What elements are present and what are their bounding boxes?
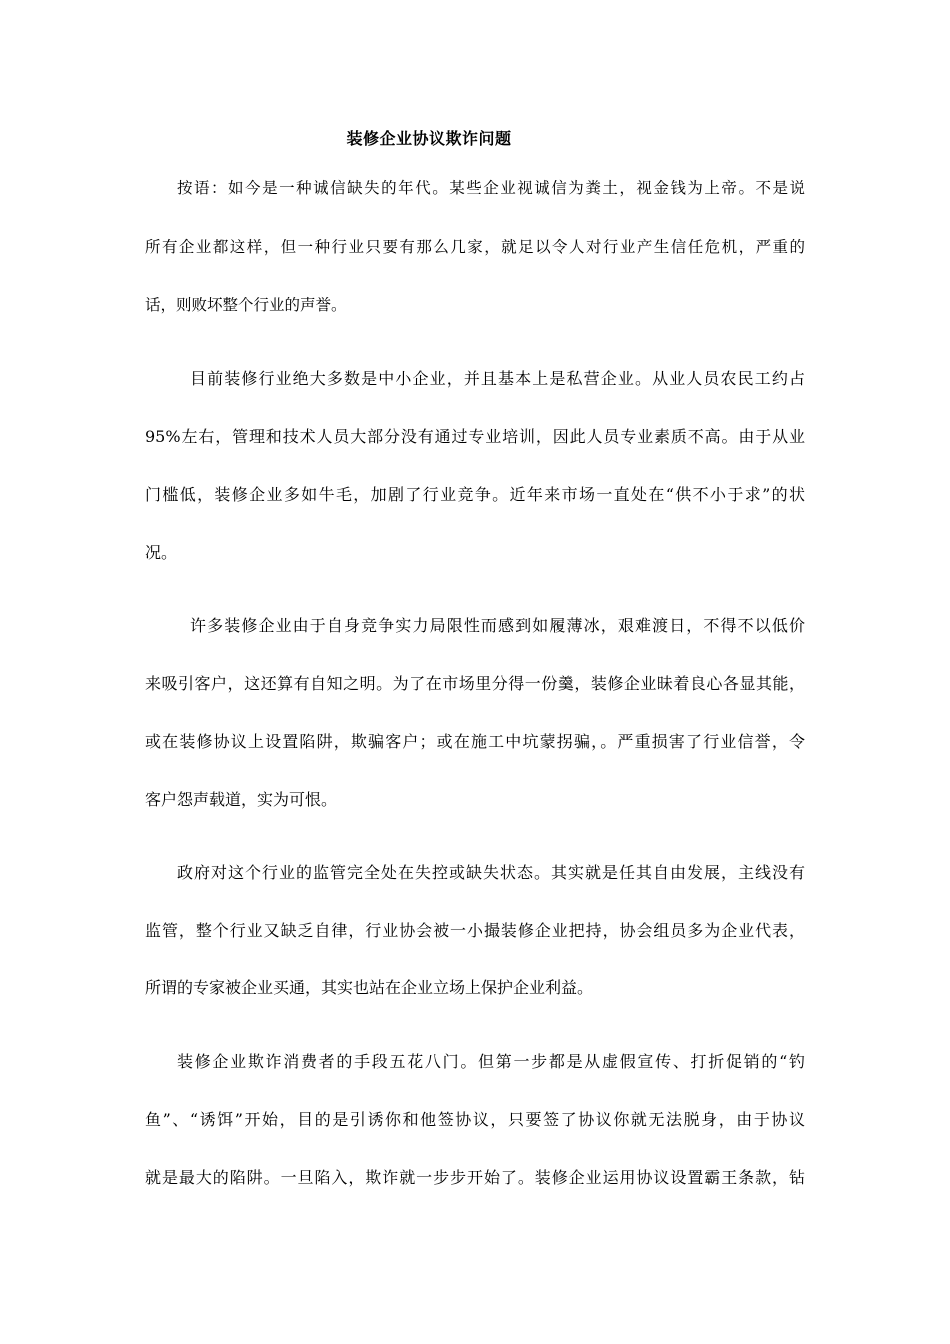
paragraph-1-line-3: 话，则败坏整个行业的声誉。	[145, 296, 347, 314]
paragraph-3-line-4: 客户怨声载道，实为可恨。	[145, 790, 338, 809]
paragraph-4-line-2: 监管，整个行业又缺乏自律，行业协会被一小撮装修企业把持，协会组员多为企业代表，	[145, 921, 805, 940]
paragraph-1-line-2: 所有企业都这样，但一种行业只要有那么几家，就足以令人对行业产生信任危机，严重的	[145, 238, 805, 256]
paragraph-3-line-1: 许多装修企业由于自身竞争实力局限性而感到如履薄冰，艰难渡日，不得不以低价	[190, 616, 805, 635]
document-title: 装修企业协议欺诈问题	[346, 129, 512, 148]
paragraph-5-line-2: 鱼”、“诱饵”开始，目的是引诱你和他签协议，只要签了协议你就无法脱身，由于协议	[145, 1110, 805, 1129]
paragraph-2-line-2: 95%左右，管理和技术人员大部分没有通过专业培训，因此人员专业素质不高。由于从业	[145, 427, 805, 446]
paragraph-1-line-1: 按语：如今是一种诚信缺失的年代。某些企业视诚信为粪土，视金钱为上帝。不是说	[177, 179, 805, 197]
paragraph-4-line-1: 政府对这个行业的监管完全处在失控或缺失状态。其实就是任其自由发展，主线没有	[177, 863, 805, 882]
paragraph-4-line-3: 所谓的专家被企业买通，其实也站在企业立场上保护企业利益。	[145, 978, 594, 997]
paragraph-2-line-3: 门槛低，装修企业多如牛毛，加剧了行业竞争。近年来市场一直处在“供不小于求”的状	[145, 485, 805, 504]
paragraph-3-line-2: 来吸引客户，这还算有自知之明。为了在市场里分得一份羹，装修企业昧着良心各显其能，	[145, 674, 805, 693]
paragraph-2-line-4: 况。	[145, 543, 178, 562]
paragraph-3-line-3: 或在装修协议上设置陷阱，欺骗客户；或在施工中坑蒙拐骗，。严重损害了行业信誉，令	[145, 732, 805, 751]
paragraph-5-line-1: 装修企业欺诈消费者的手段五花八门。但第一步都是从虚假宣传、打折促销的“钓	[177, 1052, 805, 1071]
paragraph-5-line-3: 就是最大的陷阱。一旦陷入，欺诈就一步步开始了。装修企业运用协议设置霸王条款，钻	[145, 1168, 805, 1187]
paragraph-2-line-1: 目前装修行业绝大多数是中小企业，并且基本上是私营企业。从业人员农民工约占	[190, 369, 805, 388]
